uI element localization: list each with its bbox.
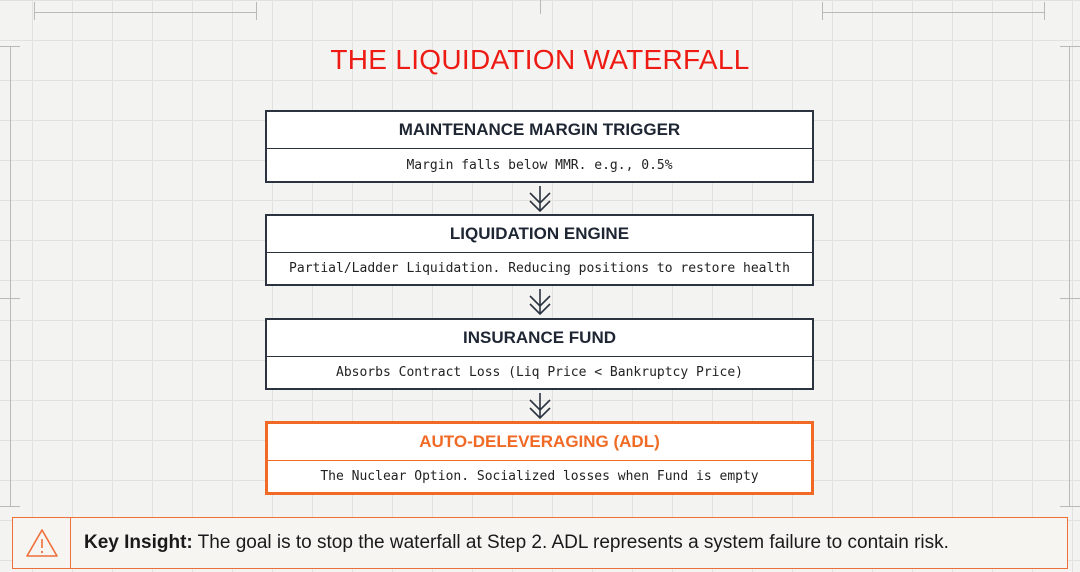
key-insight-banner: [12, 517, 1068, 569]
frame-tick: [0, 298, 20, 299]
frame-tick: [34, 2, 35, 20]
double-chevron-down-icon: [528, 391, 552, 421]
step-heading: MAINTENANCE MARGIN TRIGGER: [267, 112, 812, 149]
step-description: Absorbs Contract Loss (Liq Price < Bankruptcy Price): [336, 365, 743, 380]
insight-body: The goal is to stop the waterfall at Step 2. ADL represents a system failure to contain risk.: [192, 532, 949, 553]
insight-icon-box: [13, 518, 71, 568]
page-title: THE LIQUIDATION WATERFALL: [330, 44, 750, 75]
step-heading: LIQUIDATION ENGINE: [267, 216, 812, 253]
frame-tick: [822, 2, 823, 20]
frame-line-top-left: [34, 12, 256, 13]
frame-tick: [0, 506, 20, 507]
step-description: The Nuclear Option. Socialized losses when Fund is empty: [320, 469, 759, 484]
frame-tick: [1060, 506, 1080, 507]
insight-label: Key Insight:: [84, 532, 193, 553]
step-heading: AUTO-DELEVERAGING (ADL): [268, 424, 811, 461]
insight-text: [71, 532, 949, 554]
frame-line-right: [1069, 46, 1070, 506]
step-auto-deleveraging: [265, 421, 814, 495]
frame-tick: [1044, 2, 1045, 20]
step-maintenance-margin-trigger: [265, 110, 814, 183]
step-liquidation-engine: [265, 214, 814, 286]
frame-line-left: [10, 46, 11, 506]
step-heading: INSURANCE FUND: [267, 320, 812, 357]
double-chevron-down-icon: [528, 287, 552, 317]
frame-tick: [1060, 298, 1080, 299]
frame-line-top-right: [822, 12, 1044, 13]
warning-triangle-icon: [25, 528, 59, 558]
frame-tick: [256, 2, 257, 20]
double-chevron-down-icon: [528, 184, 552, 214]
step-insurance-fund: [265, 318, 814, 390]
step-description: Margin falls below MMR. e.g., 0.5%: [406, 157, 673, 173]
step-description: Partial/Ladder Liquidation. Reducing positions to restore health: [289, 261, 790, 276]
frame-tick: [540, 0, 541, 14]
